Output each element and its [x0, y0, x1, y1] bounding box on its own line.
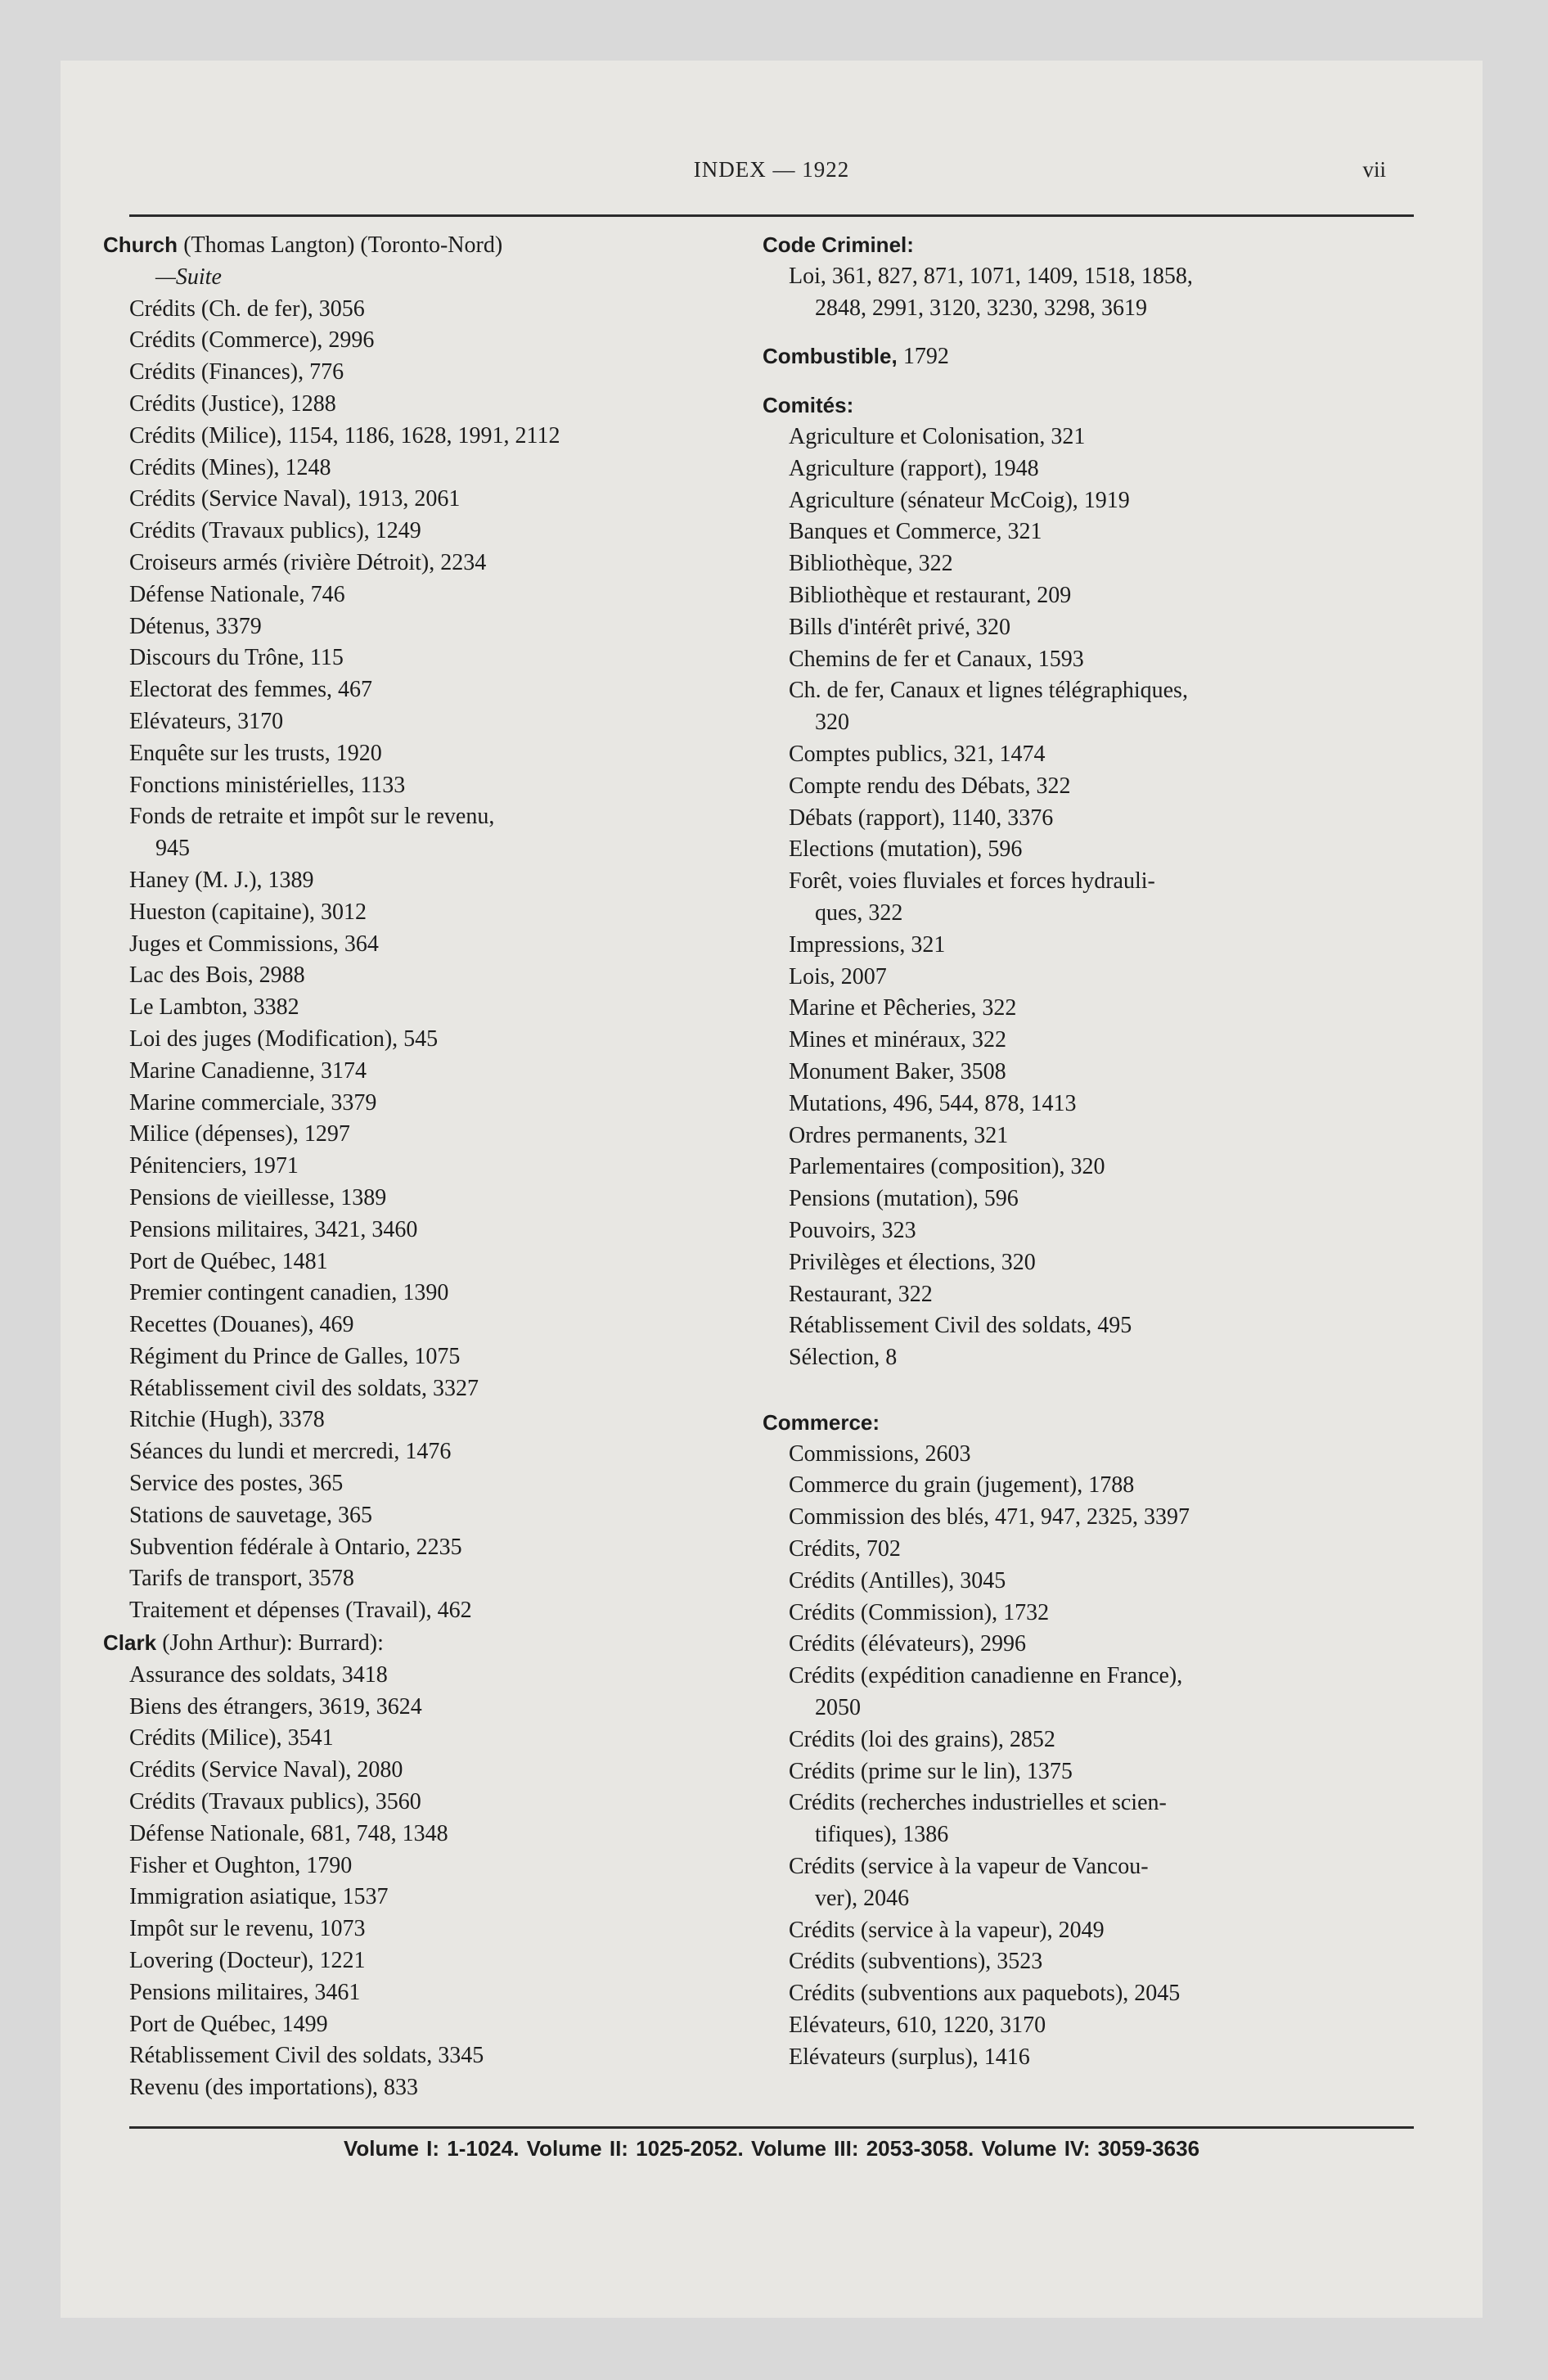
- index-entry: Crédits (Antilles), 3045: [789, 1567, 1006, 1593]
- index-entry: Ch. de fer, Canaux et lignes télégraphiques,: [789, 678, 1188, 704]
- index-entry: Fisher et Oughton, 1790: [129, 1852, 353, 1878]
- index-entry: Crédits (Travaux publics), 3560: [129, 1789, 421, 1815]
- index-entry: Rétablissement Civil des soldats, 3345: [129, 2043, 484, 2069]
- index-entry: Crédits (Commission), 1732: [789, 1599, 1050, 1625]
- page-number: vii: [1362, 157, 1386, 182]
- index-entry: Fonds de retraite et impôt sur le revenu,: [129, 804, 495, 830]
- index-heading: [763, 390, 1442, 421]
- index-entry: Pénitenciers, 1971: [129, 1153, 299, 1179]
- index-column-left: [103, 229, 749, 2104]
- index-entry: Commission des blés, 471, 947, 2325, 3397: [789, 1504, 1190, 1530]
- index-entry: Lac des Bois, 2988: [129, 962, 305, 989]
- index-entry: Crédits (Justice), 1288: [129, 390, 336, 417]
- index-entry: Sélection, 8: [789, 1345, 898, 1371]
- index-entry: Marine commerciale, 3379: [129, 1089, 377, 1116]
- heading-name: Code Criminel:: [763, 232, 914, 257]
- index-entry: Séances du lundi et mercredi, 1476: [129, 1439, 452, 1465]
- index-entry: Régiment du Prince de Galles, 1075: [129, 1343, 461, 1369]
- index-entry: Crédits (Travaux publics), 1249: [129, 518, 421, 544]
- index-entry: Biens des étrangers, 3619, 3624: [129, 1693, 422, 1720]
- index-heading: [103, 1627, 749, 1660]
- index-entry: Elévateurs (surplus), 1416: [789, 2044, 1030, 2070]
- index-entry: Fonctions ministérielles, 1133: [129, 772, 406, 798]
- heading-detail: (Thomas Langton) (Toronto-Nord): [183, 232, 503, 258]
- index-entry: Electorat des femmes, 467: [129, 677, 373, 703]
- index-entry: Loi des juges (Modification), 545: [129, 1025, 439, 1052]
- index-entry: Crédits (subventions), 3523: [789, 1949, 1043, 1975]
- heading-name: Combustible,: [763, 344, 898, 369]
- index-entry: Débats (rapport), 1140, 3376: [789, 805, 1054, 831]
- index-heading: [763, 1407, 1442, 1439]
- index-entry: Le Lambton, 3382: [129, 994, 299, 1021]
- index-entry: Détenus, 3379: [129, 613, 262, 639]
- index-entry: Immigration asiatique, 1537: [129, 1884, 389, 1910]
- index-entry: Marine Canadienne, 3174: [129, 1057, 367, 1084]
- index-entry: Marine et Pêcheries, 322: [789, 995, 1017, 1021]
- index-entry: Stations de sauvetage, 365: [129, 1502, 373, 1528]
- index-entry: Port de Québec, 1481: [129, 1248, 328, 1274]
- index-entry: Crédits (Milice), 3541: [129, 1725, 334, 1751]
- index-entry: Enquête sur les trusts, 1920: [129, 740, 382, 766]
- index-entry: Assurance des soldats, 3418: [129, 1661, 388, 1688]
- index-heading: [763, 229, 1442, 261]
- heading-detail: 1792: [902, 344, 949, 370]
- index-entry: Crédits (subventions aux paquebots), 2045: [789, 1981, 1181, 2007]
- index-entry: Pensions (mutation), 596: [789, 1186, 1019, 1212]
- index-entry: Mines et minéraux, 322: [789, 1027, 1006, 1053]
- index-entry: Mutations, 496, 544, 878, 1413: [789, 1090, 1077, 1116]
- page-title: INDEX — 1922: [693, 157, 850, 182]
- index-entry: Traitement et dépenses (Travail), 462: [129, 1598, 472, 1624]
- index-entry: Parlementaires (composition), 320: [789, 1154, 1105, 1180]
- index-entry: Agriculture et Colonisation, 321: [789, 423, 1086, 449]
- index-entry-continuation: ques, 322: [815, 899, 903, 926]
- index-entry: Croiseurs armés (rivière Détroit), 2234: [129, 549, 487, 575]
- index-entry: Pensions de vieillesse, 1389: [129, 1184, 387, 1210]
- index-entry: Recettes (Douanes), 469: [129, 1312, 354, 1338]
- index-entry: Lovering (Docteur), 1221: [129, 1948, 366, 1974]
- index-entry-continuation: 945: [155, 836, 190, 862]
- index-entry: Crédits, 702: [789, 1536, 901, 1562]
- index-entry-continuation: tifiques), 1386: [815, 1822, 949, 1848]
- index-entry-continuation: 320: [815, 710, 849, 736]
- index-entry: Impôt sur le revenu, 1073: [129, 1916, 366, 1942]
- index-entry: Crédits (élévateurs), 2996: [789, 1631, 1027, 1657]
- index-entry-continuation: ver), 2046: [815, 1885, 910, 1911]
- index-entry: Juges et Commissions, 364: [129, 931, 379, 957]
- spacer: [763, 1374, 1442, 1391]
- index-entry: Crédits (recherches industrielles et scien-: [789, 1790, 1167, 1816]
- heading-detail: (John Arthur): Burrard):: [162, 1630, 384, 1657]
- index-entry: Restaurant, 322: [789, 1281, 933, 1307]
- index-entry: Pouvoirs, 323: [789, 1217, 916, 1243]
- index-entry: Rétablissement civil des soldats, 3327: [129, 1375, 479, 1401]
- index-entry: Crédits (expédition canadienne en France),: [789, 1663, 1183, 1689]
- index-entry: Milice (dépenses), 1297: [129, 1121, 350, 1147]
- index-entry: Défense Nationale, 681, 748, 1348: [129, 1820, 448, 1846]
- index-entry: Défense Nationale, 746: [129, 581, 345, 607]
- index-entry: Subvention fédérale à Ontario, 2235: [129, 1534, 462, 1560]
- suite-marker: —Suite: [155, 264, 222, 290]
- index-entry: Pensions militaires, 3421, 3460: [129, 1216, 418, 1242]
- index-entry: Crédits (Mines), 1248: [129, 454, 331, 480]
- index-entry: Agriculture (sénateur McCoig), 1919: [789, 487, 1130, 513]
- heading-name: Clark: [103, 1630, 157, 1656]
- index-entry: Bills d'intérêt privé, 320: [789, 614, 1011, 640]
- index-entry: Privilèges et élections, 320: [789, 1249, 1036, 1275]
- index-entry: Discours du Trône, 115: [129, 645, 344, 671]
- index-entry: Rétablissement Civil des soldats, 495: [789, 1313, 1132, 1339]
- index-entry: Forêt, voies fluviales et forces hydrauli-: [789, 868, 1155, 895]
- heading-name: Church: [103, 232, 178, 257]
- index-entry: Pensions militaires, 3461: [129, 1979, 361, 2005]
- index-entry: Impressions, 321: [789, 931, 946, 958]
- index-entry: Commerce du grain (jugement), 1788: [789, 1472, 1135, 1499]
- index-entry: Tarifs de transport, 3578: [129, 1566, 354, 1592]
- index-entry: Compte rendu des Débats, 322: [789, 773, 1071, 799]
- index-entry: Crédits (Commerce), 2996: [129, 327, 375, 354]
- index-heading: [103, 229, 749, 262]
- index-entry: Loi, 361, 827, 871, 1071, 1409, 1518, 1858,: [789, 263, 1193, 289]
- spacer: [763, 1391, 1442, 1407]
- index-entry: Comptes publics, 321, 1474: [789, 741, 1046, 767]
- index-entry: Monument Baker, 3508: [789, 1058, 1006, 1084]
- spacer: [763, 373, 1442, 390]
- index-entry: Service des postes, 365: [129, 1471, 344, 1497]
- index-entry: Bibliothèque, 322: [789, 551, 953, 577]
- index-entry: Crédits (service à la vapeur), 2049: [789, 1917, 1105, 1943]
- index-page: [61, 61, 1483, 2318]
- index-entry: Chemins de fer et Canaux, 1593: [789, 646, 1084, 672]
- index-entry: Crédits (service à la vapeur de Vancou-: [789, 1854, 1149, 1880]
- index-entry: Elévateurs, 610, 1220, 3170: [789, 2013, 1046, 2039]
- volume-ranges-footer: Volume I: 1-1024. Volume II: 1025-2052. Volume III: 2053-3058. Volume IV: 3059-3636: [343, 2136, 1200, 2161]
- index-entry: Revenu (des importations), 833: [129, 2075, 419, 2101]
- index-entry: Commissions, 2603: [789, 1440, 971, 1467]
- index-entry: Hueston (capitaine), 3012: [129, 899, 367, 925]
- index-column-right: [763, 229, 1442, 2074]
- index-entry: Crédits (Milice), 1154, 1186, 1628, 1991, 2112: [129, 422, 560, 449]
- index-entry: Crédits (Ch. de fer), 3056: [129, 295, 365, 322]
- index-entry: Crédits (Service Naval), 1913, 2061: [129, 486, 461, 512]
- heading-name: Comités:: [763, 393, 854, 418]
- index-entry-continuation: 2050: [815, 1695, 861, 1721]
- index-entry: Ritchie (Hugh), 3378: [129, 1407, 325, 1433]
- index-entry: Elections (mutation), 596: [789, 836, 1023, 863]
- index-entry: Port de Québec, 1499: [129, 2011, 328, 2037]
- index-entry: Bibliothèque et restaurant, 209: [789, 582, 1072, 608]
- spacer: [763, 324, 1442, 340]
- top-rule: [129, 214, 1414, 217]
- index-entry: Crédits (Service Naval), 2080: [129, 1757, 403, 1783]
- index-heading: [763, 340, 1442, 373]
- index-entry: Agriculture (rapport), 1948: [789, 455, 1039, 481]
- page-header: [61, 157, 1483, 190]
- index-entry: Crédits (Finances), 776: [129, 359, 344, 385]
- heading-name: Commerce:: [763, 1409, 880, 1435]
- index-entry: Haney (M. J.), 1389: [129, 867, 314, 893]
- index-entry-continuation: 2848, 2991, 3120, 3230, 3298, 3619: [815, 295, 1147, 321]
- index-entry: Banques et Commerce, 321: [789, 519, 1042, 545]
- index-entry: Premier contingent canadien, 1390: [129, 1280, 449, 1306]
- index-entry: Crédits (loi des grains), 2852: [789, 1726, 1055, 1752]
- index-entry: Ordres permanents, 321: [789, 1122, 1009, 1148]
- index-entry: Crédits (prime sur le lin), 1375: [789, 1758, 1073, 1784]
- bottom-rule: [129, 2126, 1414, 2129]
- index-entry: Lois, 2007: [789, 963, 887, 989]
- index-entry: Elévateurs, 3170: [129, 708, 284, 734]
